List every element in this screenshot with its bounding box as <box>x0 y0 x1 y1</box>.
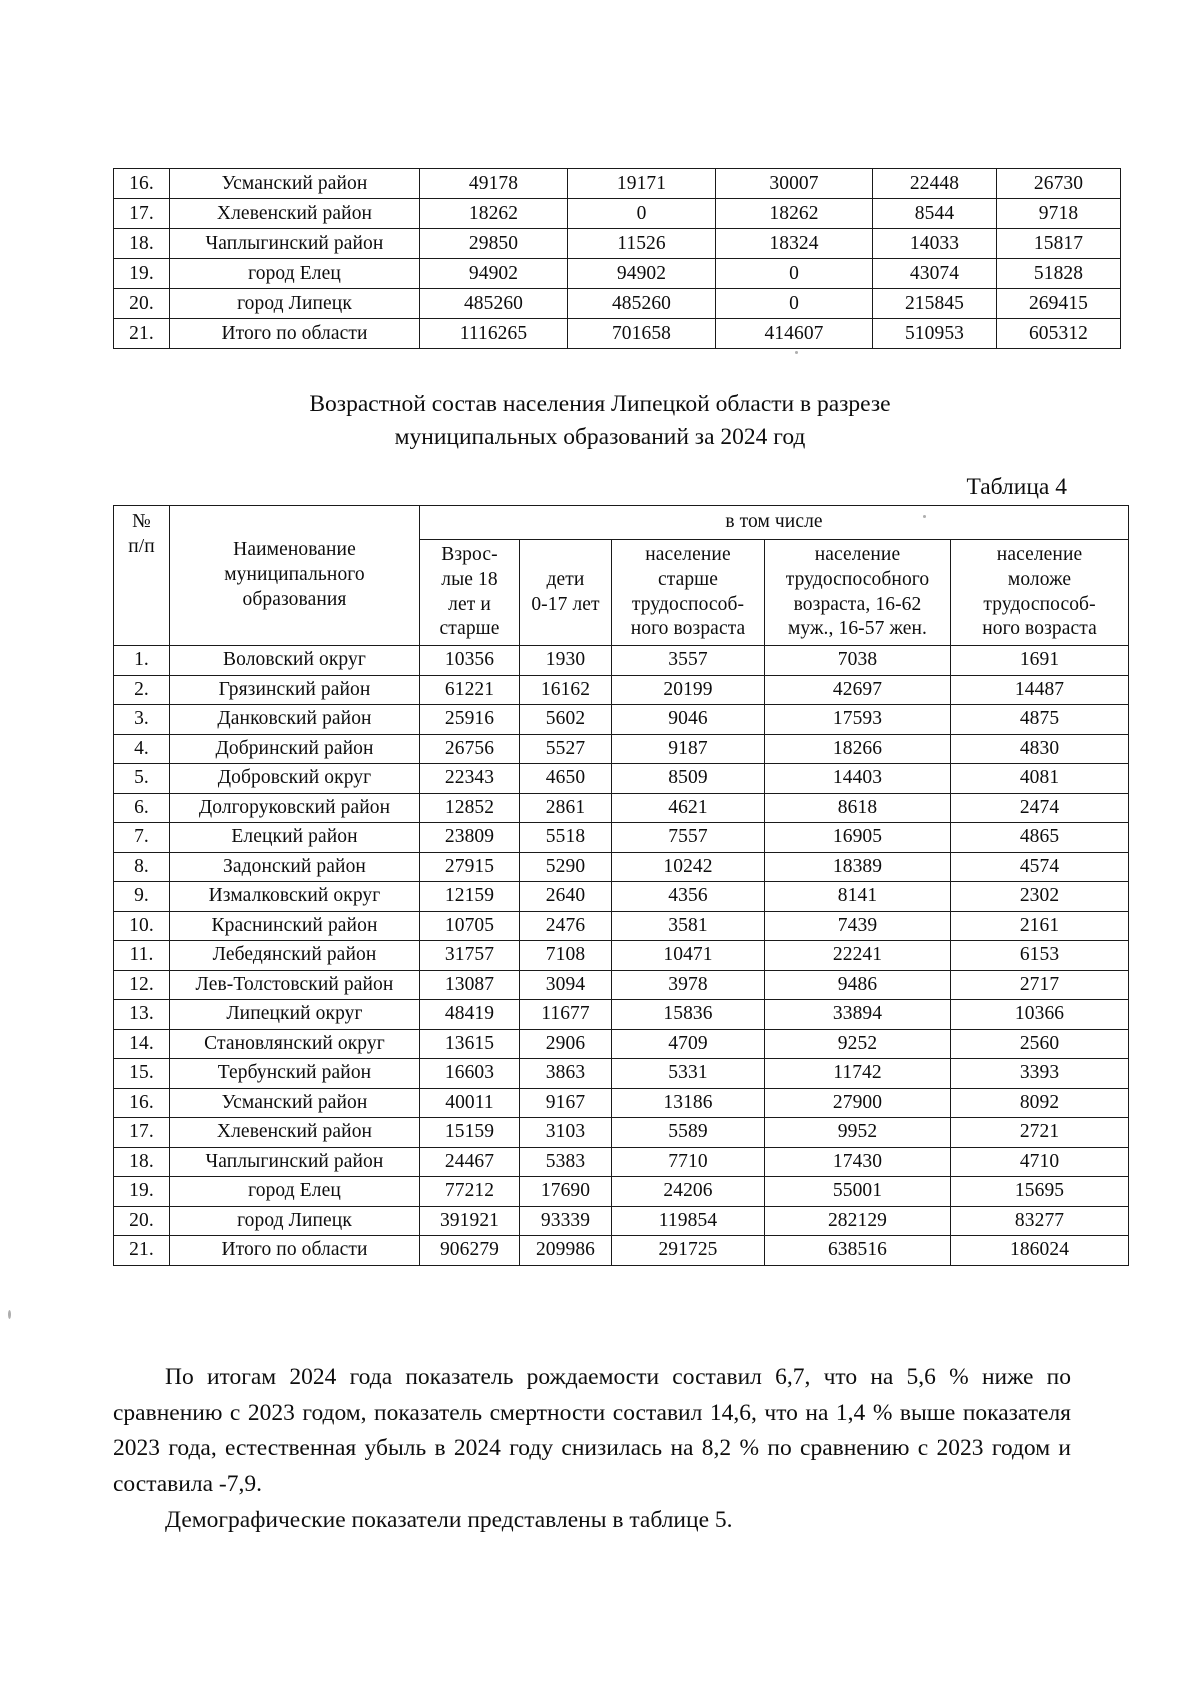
row-younger-than-working-age: 4875 <box>951 705 1129 735</box>
row-younger-than-working-age: 8092 <box>951 1088 1129 1118</box>
row-working-age: 27900 <box>765 1088 951 1118</box>
row-number: 3. <box>114 705 170 735</box>
row-older-than-working-age: 3581 <box>612 911 765 941</box>
table-row <box>114 911 1129 941</box>
row-municipality-name: Измалковский округ <box>170 882 420 912</box>
row-name: Усманский район <box>170 169 420 199</box>
row-adults: 24467 <box>420 1147 520 1177</box>
row-working-age: 9952 <box>765 1118 951 1148</box>
row-younger-than-working-age: 4865 <box>951 823 1129 853</box>
row-adults: 27915 <box>420 852 520 882</box>
header-working-line-1: население <box>814 544 901 565</box>
row-municipality-name: Елецкий район <box>170 823 420 853</box>
row-value-4: 510953 <box>873 319 997 349</box>
row-number: 15. <box>114 1059 170 1089</box>
row-children: 16162 <box>520 675 612 705</box>
row-value-5: 51828 <box>997 259 1121 289</box>
row-younger-than-working-age: 4081 <box>951 764 1129 794</box>
header-cell-older <box>612 540 765 646</box>
table-row <box>114 1147 1129 1177</box>
row-adults: 12852 <box>420 793 520 823</box>
header-name-line-2: муниципального <box>224 564 365 586</box>
row-working-age: 17430 <box>765 1147 951 1177</box>
row-number: 20. <box>114 1206 170 1236</box>
row-working-age: 9252 <box>765 1029 951 1059</box>
row-value-5: 269415 <box>997 289 1121 319</box>
row-children: 11677 <box>520 1000 612 1030</box>
header-younger-line-4: ного возраста <box>982 618 1097 640</box>
header-name-line-1: Наименование <box>233 539 356 561</box>
header-cell-working <box>765 540 951 646</box>
row-adults: 13087 <box>420 970 520 1000</box>
row-working-age: 17593 <box>765 705 951 735</box>
row-working-age: 14403 <box>765 764 951 794</box>
header-cell-adults <box>420 540 520 646</box>
table-row <box>114 823 1129 853</box>
row-adults: 906279 <box>420 1236 520 1266</box>
table-row <box>114 1118 1129 1148</box>
row-value-3: 18262 <box>716 199 873 229</box>
row-municipality-name: Лебедянский район <box>170 941 420 971</box>
row-name: город Липецк <box>170 289 420 319</box>
row-number: 19. <box>114 259 170 289</box>
row-municipality-name: Липецкий округ <box>170 1000 420 1030</box>
row-older-than-working-age: 15836 <box>612 1000 765 1030</box>
row-value-1: 94902 <box>420 259 568 289</box>
row-working-age: 11742 <box>765 1059 951 1089</box>
row-number: 14. <box>114 1029 170 1059</box>
row-children: 2861 <box>520 793 612 823</box>
row-younger-than-working-age: 2560 <box>951 1029 1129 1059</box>
row-younger-than-working-age: 2474 <box>951 793 1129 823</box>
row-value-4: 215845 <box>873 289 997 319</box>
table-3-body <box>114 169 1121 349</box>
row-value-5: 9718 <box>997 199 1121 229</box>
paragraph-2: Демографические показатели представлены в таблице 5. <box>165 1506 733 1533</box>
row-name: Хлевенский район <box>170 199 420 229</box>
header-name-line-3: образования <box>242 588 347 610</box>
header-cell-younger <box>951 540 1129 646</box>
row-number: 11. <box>114 941 170 971</box>
row-children: 5290 <box>520 852 612 882</box>
table-row <box>114 941 1129 971</box>
table-row <box>114 734 1129 764</box>
row-municipality-name: Воловский округ <box>170 646 420 676</box>
row-children: 3094 <box>520 970 612 1000</box>
row-number: 17. <box>114 1118 170 1148</box>
row-younger-than-working-age: 2161 <box>951 911 1129 941</box>
table-4 <box>113 505 1129 1266</box>
row-name: Итого по области <box>170 319 420 349</box>
row-adults: 15159 <box>420 1118 520 1148</box>
row-working-age: 55001 <box>765 1177 951 1207</box>
row-adults: 10356 <box>420 646 520 676</box>
table-row <box>114 319 1121 349</box>
row-value-3: 0 <box>716 259 873 289</box>
row-value-1: 18262 <box>420 199 568 229</box>
row-working-age: 42697 <box>765 675 951 705</box>
table-row <box>114 646 1129 676</box>
row-municipality-name: Лев-Толстовский район <box>170 970 420 1000</box>
row-older-than-working-age: 7710 <box>612 1147 765 1177</box>
row-adults: 26756 <box>420 734 520 764</box>
header-cell-number <box>114 506 170 646</box>
row-value-4: 43074 <box>873 259 997 289</box>
row-municipality-name: Тербунский район <box>170 1059 420 1089</box>
row-older-than-working-age: 4709 <box>612 1029 765 1059</box>
row-number: 9. <box>114 882 170 912</box>
header-children-line-2: 0-17 лет <box>531 593 600 615</box>
row-younger-than-working-age: 4574 <box>951 852 1129 882</box>
row-number: 8. <box>114 852 170 882</box>
row-working-age: 638516 <box>765 1236 951 1266</box>
table-row <box>114 1059 1129 1089</box>
table-row <box>114 1029 1129 1059</box>
row-younger-than-working-age: 1691 <box>951 646 1129 676</box>
header-group-label: в том числе <box>420 506 1129 540</box>
row-value-5: 26730 <box>997 169 1121 199</box>
table-4-caption <box>0 388 1200 455</box>
row-younger-than-working-age: 186024 <box>951 1236 1129 1266</box>
row-younger-than-working-age: 15695 <box>951 1177 1129 1207</box>
header-cell-name <box>170 506 420 646</box>
row-number: 2. <box>114 675 170 705</box>
row-children: 3103 <box>520 1118 612 1148</box>
row-children: 5602 <box>520 705 612 735</box>
row-number: 5. <box>114 764 170 794</box>
row-adults: 10705 <box>420 911 520 941</box>
scan-speck <box>923 515 926 518</box>
row-value-4: 8544 <box>873 199 997 229</box>
row-children: 3863 <box>520 1059 612 1089</box>
row-adults: 23809 <box>420 823 520 853</box>
row-children: 2476 <box>520 911 612 941</box>
row-younger-than-working-age: 14487 <box>951 675 1129 705</box>
table-row <box>114 1206 1129 1236</box>
table-row <box>114 1088 1129 1118</box>
row-value-3: 0 <box>716 289 873 319</box>
row-older-than-working-age: 3978 <box>612 970 765 1000</box>
header-older-line-2: старше <box>657 568 719 590</box>
row-number: 19. <box>114 1177 170 1207</box>
scan-speck <box>8 1310 11 1319</box>
row-younger-than-working-age: 2721 <box>951 1118 1129 1148</box>
table-4-head <box>114 506 1129 646</box>
paragraph-1: По итогам 2024 года показатель рождаемости составил 6,7, что на 5,6 % ниже по сравнению с 2023 годом, показатель смертности составил 14,6, что на 1,4 % выше показателя 2023 года, естественная убыль в 2024 году снизилась на 8,2 % по сравнению с 2023 годом и составила -7,9. <box>113 1364 1071 1498</box>
row-adults: 22343 <box>420 764 520 794</box>
row-working-age: 18266 <box>765 734 951 764</box>
table-row <box>114 793 1129 823</box>
row-younger-than-working-age: 2717 <box>951 970 1129 1000</box>
row-value-3: 414607 <box>716 319 873 349</box>
row-number: 7. <box>114 823 170 853</box>
table-row <box>114 675 1129 705</box>
row-value-2: 19171 <box>568 169 716 199</box>
row-adults: 12159 <box>420 882 520 912</box>
row-name: Чаплыгинский район <box>170 229 420 259</box>
table-row <box>114 1000 1129 1030</box>
table-row <box>114 169 1121 199</box>
row-older-than-working-age: 10242 <box>612 852 765 882</box>
row-working-age: 18389 <box>765 852 951 882</box>
row-younger-than-working-age: 6153 <box>951 941 1129 971</box>
row-municipality-name: Итого по области <box>170 1236 420 1266</box>
header-working-line-2: трудоспособного <box>785 568 930 590</box>
table-row <box>114 199 1121 229</box>
table-row <box>114 1177 1129 1207</box>
row-value-2: 0 <box>568 199 716 229</box>
row-value-5: 605312 <box>997 319 1121 349</box>
row-value-3: 30007 <box>716 169 873 199</box>
table-4-body <box>114 646 1129 1266</box>
row-children: 17690 <box>520 1177 612 1207</box>
row-older-than-working-age: 4356 <box>612 882 765 912</box>
table-4-header-row-1 <box>114 506 1129 540</box>
row-municipality-name: Данковский район <box>170 705 420 735</box>
table-row <box>114 289 1121 319</box>
row-children: 5518 <box>520 823 612 853</box>
row-value-1: 1116265 <box>420 319 568 349</box>
scan-speck <box>795 351 798 354</box>
row-number: 12. <box>114 970 170 1000</box>
row-municipality-name: Краснинский район <box>170 911 420 941</box>
row-children: 5383 <box>520 1147 612 1177</box>
row-value-4: 22448 <box>873 169 997 199</box>
caption-line-2: муниципальных образований за 2024 год <box>394 424 806 451</box>
row-older-than-working-age: 291725 <box>612 1236 765 1266</box>
header-number-line-2: п/п <box>128 535 155 557</box>
row-municipality-name: Добринский район <box>170 734 420 764</box>
row-older-than-working-age: 9187 <box>612 734 765 764</box>
row-municipality-name: Чаплыгинский район <box>170 1147 420 1177</box>
table-3-continued-grid <box>113 168 1121 349</box>
table-row <box>114 705 1129 735</box>
row-children: 7108 <box>520 941 612 971</box>
row-older-than-working-age: 8509 <box>612 764 765 794</box>
row-adults: 16603 <box>420 1059 520 1089</box>
row-municipality-name: город Липецк <box>170 1206 420 1236</box>
header-older-line-3: трудоспособ- <box>631 593 745 615</box>
row-municipality-name: Долгоруковский район <box>170 793 420 823</box>
row-working-age: 16905 <box>765 823 951 853</box>
row-children: 209986 <box>520 1236 612 1266</box>
row-adults: 77212 <box>420 1177 520 1207</box>
row-number: 18. <box>114 229 170 259</box>
row-children: 93339 <box>520 1206 612 1236</box>
header-younger-line-2: моложе <box>1007 568 1072 590</box>
row-number: 6. <box>114 793 170 823</box>
row-municipality-name: Добровский округ <box>170 764 420 794</box>
row-younger-than-working-age: 4830 <box>951 734 1129 764</box>
header-working-line-3: возраста, 16-62 <box>793 593 922 615</box>
header-adults-line-3: лет и <box>448 593 491 615</box>
row-value-1: 49178 <box>420 169 568 199</box>
row-municipality-name: город Елец <box>170 1177 420 1207</box>
table-row <box>114 852 1129 882</box>
row-children: 2906 <box>520 1029 612 1059</box>
header-younger-line-3: трудоспособ- <box>983 593 1096 615</box>
row-working-age: 8618 <box>765 793 951 823</box>
row-value-2: 11526 <box>568 229 716 259</box>
header-number-line-1: № <box>132 511 151 532</box>
row-number: 17. <box>114 199 170 229</box>
header-older-line-1: население <box>645 544 731 565</box>
table-row <box>114 764 1129 794</box>
row-older-than-working-age: 119854 <box>612 1206 765 1236</box>
row-name: город Елец <box>170 259 420 289</box>
row-younger-than-working-age: 2302 <box>951 882 1129 912</box>
row-older-than-working-age: 13186 <box>612 1088 765 1118</box>
table-row <box>114 1236 1129 1266</box>
row-younger-than-working-age: 3393 <box>951 1059 1129 1089</box>
row-working-age: 33894 <box>765 1000 951 1030</box>
header-older-line-4: ного возраста <box>630 618 746 640</box>
row-children: 9167 <box>520 1088 612 1118</box>
row-value-2: 701658 <box>568 319 716 349</box>
row-adults: 31757 <box>420 941 520 971</box>
row-younger-than-working-age: 83277 <box>951 1206 1129 1236</box>
header-adults-line-4: старше <box>439 618 500 640</box>
row-number: 13. <box>114 1000 170 1030</box>
row-children: 5527 <box>520 734 612 764</box>
row-number: 16. <box>114 1088 170 1118</box>
row-value-1: 29850 <box>420 229 568 259</box>
row-value-2: 485260 <box>568 289 716 319</box>
row-working-age: 9486 <box>765 970 951 1000</box>
row-younger-than-working-age: 10366 <box>951 1000 1129 1030</box>
header-younger-line-1: население <box>996 544 1083 565</box>
closing-text <box>113 1360 1071 1539</box>
row-number: 20. <box>114 289 170 319</box>
row-adults: 61221 <box>420 675 520 705</box>
row-working-age: 22241 <box>765 941 951 971</box>
table-4-grid <box>113 505 1129 1266</box>
header-children-line-1: дети <box>546 568 585 590</box>
row-number: 16. <box>114 169 170 199</box>
row-value-2: 94902 <box>568 259 716 289</box>
table-row <box>114 259 1121 289</box>
row-municipality-name: Хлевенский район <box>170 1118 420 1148</box>
header-adults-line-2: лые 18 <box>441 568 498 590</box>
row-older-than-working-age: 9046 <box>612 705 765 735</box>
table-3-continued <box>113 168 1121 349</box>
caption-line-1: Возрастной состав населения Липецкой области в разрезе <box>309 391 891 417</box>
row-number: 21. <box>114 1236 170 1266</box>
row-older-than-working-age: 7557 <box>612 823 765 853</box>
row-older-than-working-age: 5331 <box>612 1059 765 1089</box>
row-older-than-working-age: 5589 <box>612 1118 765 1148</box>
row-working-age: 282129 <box>765 1206 951 1236</box>
header-cell-children <box>520 540 612 646</box>
header-working-line-4: муж., 16-57 жен. <box>787 618 928 640</box>
row-value-3: 18324 <box>716 229 873 259</box>
table-4-label: Таблица 4 <box>966 474 1067 500</box>
row-municipality-name: Грязинский район <box>170 675 420 705</box>
table-row <box>114 882 1129 912</box>
row-older-than-working-age: 4621 <box>612 793 765 823</box>
row-older-than-working-age: 10471 <box>612 941 765 971</box>
row-value-5: 15817 <box>997 229 1121 259</box>
row-number: 18. <box>114 1147 170 1177</box>
row-number: 4. <box>114 734 170 764</box>
row-adults: 40011 <box>420 1088 520 1118</box>
row-adults: 25916 <box>420 705 520 735</box>
header-adults-line-1: Взрос- <box>441 544 498 565</box>
row-value-4: 14033 <box>873 229 997 259</box>
row-municipality-name: Усманский район <box>170 1088 420 1118</box>
row-adults: 391921 <box>420 1206 520 1236</box>
row-older-than-working-age: 20199 <box>612 675 765 705</box>
row-number: 21. <box>114 319 170 349</box>
row-older-than-working-age: 3557 <box>612 646 765 676</box>
table-row <box>114 229 1121 259</box>
row-number: 10. <box>114 911 170 941</box>
row-children: 1930 <box>520 646 612 676</box>
row-children: 4650 <box>520 764 612 794</box>
row-working-age: 7439 <box>765 911 951 941</box>
row-children: 2640 <box>520 882 612 912</box>
row-municipality-name: Становлянский округ <box>170 1029 420 1059</box>
row-number: 1. <box>114 646 170 676</box>
row-adults: 48419 <box>420 1000 520 1030</box>
row-older-than-working-age: 24206 <box>612 1177 765 1207</box>
row-value-1: 485260 <box>420 289 568 319</box>
row-working-age: 8141 <box>765 882 951 912</box>
table-row <box>114 970 1129 1000</box>
row-working-age: 7038 <box>765 646 951 676</box>
row-younger-than-working-age: 4710 <box>951 1147 1129 1177</box>
row-municipality-name: Задонский район <box>170 852 420 882</box>
row-adults: 13615 <box>420 1029 520 1059</box>
